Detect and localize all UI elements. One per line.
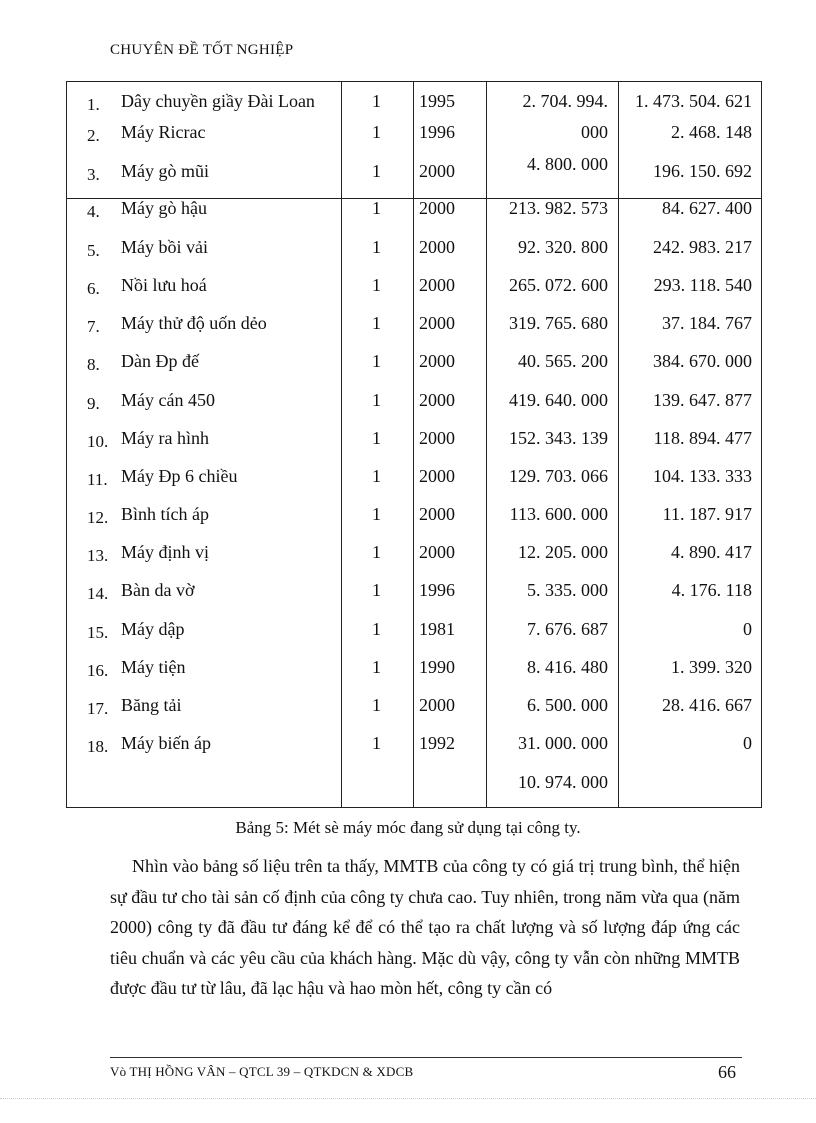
equipment-name: Máy định vị (121, 542, 209, 562)
original-value: 5. 335. 000 (527, 580, 608, 600)
residual-value: 1. 399. 320 (671, 657, 752, 677)
residual-value: 0 (743, 619, 752, 639)
year: 1990 (419, 657, 455, 677)
row-number: 9. (87, 394, 100, 413)
year: 2000 (419, 695, 455, 715)
equipment-name: Máy Ricrac (121, 122, 206, 142)
row-number: 8. (87, 355, 100, 374)
column-divider (413, 82, 414, 807)
column-divider (486, 82, 487, 807)
residual-value: 0 (743, 733, 752, 753)
original-value: 6. 500. 000 (527, 695, 608, 715)
original-value: 419. 640. 000 (509, 390, 608, 410)
column-divider (341, 82, 342, 807)
row-number: 11. (87, 470, 108, 489)
year: 2000 (419, 390, 455, 410)
row-number: 16. (87, 661, 109, 680)
quantity: 1 (372, 351, 381, 371)
equipment-name: Bình tích áp (121, 504, 209, 524)
equipment-name: Nồi lưu hoá (121, 275, 207, 295)
equipment-name: Băng tải (121, 695, 182, 715)
quantity: 1 (372, 237, 381, 257)
row-number: 6. (87, 279, 100, 298)
original-value: 213. 982. 573 (509, 198, 608, 218)
row-number: 10. (87, 432, 109, 451)
quantity: 1 (372, 198, 381, 218)
year: 2000 (419, 275, 455, 295)
original-value: 31. 000. 000 (518, 733, 608, 753)
row-number: 3. (87, 165, 100, 184)
year: 2000 (419, 313, 455, 333)
year: 2000 (419, 237, 455, 257)
equipment-name: Máy gò mũi (121, 161, 209, 181)
equipment-name: Máy thử độ uốn dẻo (121, 313, 267, 333)
row-number: 18. (87, 737, 109, 756)
residual-value: 4. 176. 118 (671, 580, 752, 600)
quantity: 1 (372, 542, 381, 562)
row-number: 12. (87, 508, 109, 527)
row-number: 5. (87, 241, 100, 260)
row-number: 15. (87, 623, 109, 642)
row-number: 13. (87, 546, 109, 565)
quantity: 1 (372, 657, 381, 677)
original-value: 12. 205. 000 (518, 542, 608, 562)
original-value: 000 (581, 122, 608, 142)
quantity: 1 (372, 695, 381, 715)
residual-value: 28. 416. 667 (662, 695, 752, 715)
equipment-name: Máy cán 450 (121, 390, 215, 410)
year: 2000 (419, 161, 455, 181)
year: 2000 (419, 542, 455, 562)
row-number: 14. (87, 584, 109, 603)
year: 1996 (419, 580, 455, 600)
residual-value: 139. 647. 877 (653, 390, 752, 410)
original-value: 7. 676. 687 (527, 619, 608, 639)
year: 1981 (419, 619, 455, 639)
residual-value: 293. 118. 540 (653, 275, 752, 295)
original-value: 129. 703. 066 (509, 466, 608, 486)
original-value: 4. 800. 000 (527, 154, 608, 174)
row-number: 1. (87, 95, 100, 114)
equipment-name: Bàn da vờ (121, 580, 195, 600)
original-value: 2. 704. 994. (522, 91, 608, 111)
residual-value: 242. 983. 217 (653, 237, 752, 257)
original-value: 8. 416. 480 (527, 657, 608, 677)
original-value: 152. 343. 139 (509, 428, 608, 448)
column-divider (618, 82, 619, 807)
year: 1992 (419, 733, 455, 753)
original-value: 10. 974. 000 (518, 772, 608, 792)
year: 2000 (419, 428, 455, 448)
quantity: 1 (372, 580, 381, 600)
residual-value: 118. 894. 477 (653, 428, 752, 448)
equipment-name: Máy gò hậu (121, 198, 207, 218)
year: 2000 (419, 504, 455, 524)
original-value: 92. 320. 800 (518, 237, 608, 257)
equipment-name: Máy dập (121, 619, 185, 639)
year: 2000 (419, 198, 455, 218)
original-value: 40. 565. 200 (518, 351, 608, 371)
residual-value: 1. 473. 504. 621 (635, 91, 752, 111)
residual-value: 11. 187. 917 (662, 504, 752, 524)
quantity: 1 (372, 313, 381, 333)
equipment-name: Máy ra hình (121, 428, 209, 448)
original-value: 319. 765. 680 (509, 313, 608, 333)
year: 2000 (419, 466, 455, 486)
quantity: 1 (372, 122, 381, 142)
equipment-name: Dây chuyền giầy Đài Loan (121, 91, 315, 111)
body-paragraph: Nhìn vào bảng số liệu trên ta thấy, MMTB của công ty có giá trị trung bình, thể hiện sự đầu tư cho tài sản cố định của công ty chưa cao. Tuy nhiên, trong năm vừa qua (năm 2000) công ty đã đầu tư đáng kể để có thể tạo ra chất lượng và số lượng đáp ứng các tiêu chuẩn và các yêu cầu của khách hàng. Mặc dù vậy, công ty vẫn còn những MMTB được đầu tư từ lâu, đã lạc hậu và hao mòn hết, công ty cần có (110, 856, 740, 998)
equipment-name: Máy tiện (121, 657, 186, 677)
quantity: 1 (372, 91, 381, 111)
quantity: 1 (372, 161, 381, 181)
row-number: 2. (87, 126, 100, 145)
table-caption: Bảng 5: Mét sè máy móc đang sử dụng tại công ty. (235, 818, 581, 837)
row-number: 17. (87, 699, 109, 718)
equipment-name: Máy bồi vải (121, 237, 208, 257)
page-number: 66 (718, 1062, 736, 1082)
footer-author: Vò THỊ HỒNG VÂN – QTCL 39 – QTKDCN & XDCB (110, 1064, 414, 1079)
equipment-name: Máy biến áp (121, 733, 211, 753)
page-bottom-border (0, 1098, 816, 1099)
footer-rule (110, 1057, 742, 1058)
residual-value: 84. 627. 400 (662, 198, 752, 218)
row-number: 7. (87, 317, 100, 336)
body-text (110, 851, 740, 1004)
quantity: 1 (372, 733, 381, 753)
residual-value: 4. 890. 417 (671, 542, 752, 562)
quantity: 1 (372, 428, 381, 448)
equipment-table (66, 81, 762, 808)
quantity: 1 (372, 619, 381, 639)
residual-value: 384. 670. 000 (653, 351, 752, 371)
residual-value: 2. 468. 148 (671, 122, 752, 142)
original-value: 113. 600. 000 (509, 504, 608, 524)
equipment-name: Dàn Đp đế (121, 351, 199, 371)
quantity: 1 (372, 275, 381, 295)
page-header: CHUYÊN ĐỀ TỐT NGHIỆP (110, 42, 294, 58)
quantity: 1 (372, 504, 381, 524)
row-number: 4. (87, 202, 100, 221)
residual-value: 104. 133. 333 (653, 466, 752, 486)
year: 1996 (419, 122, 455, 142)
quantity: 1 (372, 466, 381, 486)
year: 1995 (419, 91, 455, 111)
equipment-name: Máy Đp 6 chiều (121, 466, 238, 486)
year: 2000 (419, 351, 455, 371)
quantity: 1 (372, 390, 381, 410)
original-value: 265. 072. 600 (509, 275, 608, 295)
residual-value: 196. 150. 692 (653, 161, 752, 181)
residual-value: 37. 184. 767 (662, 313, 752, 333)
